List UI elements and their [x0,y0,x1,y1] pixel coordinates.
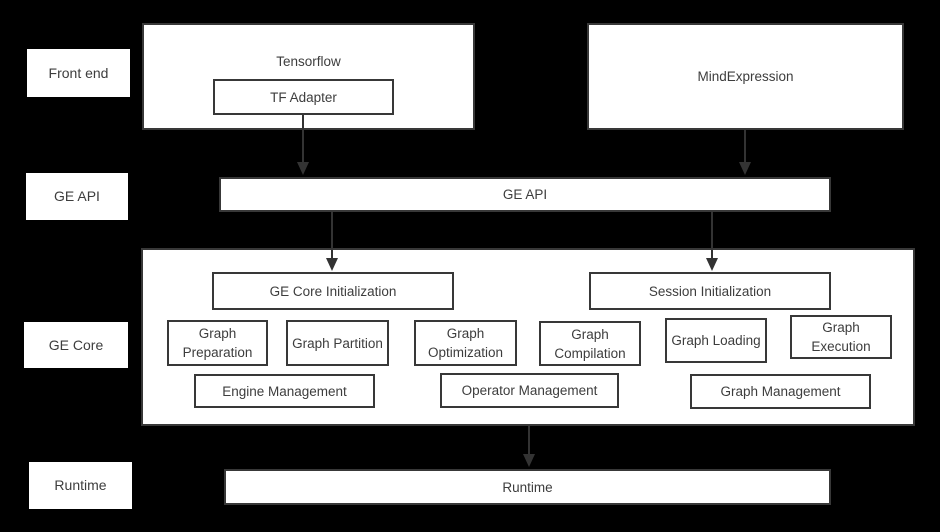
tf-adapter-box: TF Adapter [213,79,394,115]
arrow-head-icon [523,454,535,467]
graph-preparation-box: Graph Preparation [167,320,268,366]
arrow-shaft [711,212,713,258]
arrow-ge-core-to-runtime [523,426,535,467]
ge-core-initialization-box: GE Core Initialization [212,272,454,310]
graph-execution-box: Graph Execution [790,315,892,359]
ge-api-bar: GE API [219,177,831,212]
arrow-head-icon [706,258,718,271]
tensorflow-box: Tensorflow [142,23,475,130]
arrow-head-icon [326,258,338,271]
row-label-front-end: Front end [27,49,130,97]
operator-management-box: Operator Management [440,373,619,408]
arrow-mindexpression-to-ge-api [739,130,751,175]
arrow-head-icon [739,162,751,175]
graph-partition-box: Graph Partition [286,320,389,366]
engine-management-box: Engine Management [194,374,375,408]
arrow-shaft [331,212,333,258]
graph-optimization-box: Graph Optimization [414,320,517,366]
row-label-ge-api: GE API [26,173,128,220]
mindexpression-box: MindExpression [587,23,904,130]
arrow-head-icon [297,162,309,175]
graph-compilation-box: Graph Compilation [539,321,641,366]
arrow-ge-api-to-ge-core-initialization [326,212,338,271]
row-label-ge-core: GE Core [24,322,128,368]
graph-management-box: Graph Management [690,374,871,409]
arrow-shaft [302,115,304,162]
arrow-tf-adapter-to-ge-api [297,115,309,175]
graph-loading-box: Graph Loading [665,318,767,363]
row-label-runtime: Runtime [29,462,132,509]
arrow-ge-api-to-session-initialization [706,212,718,271]
arrow-shaft [528,426,530,454]
runtime-bar: Runtime [224,469,831,505]
arrow-shaft [744,130,746,162]
session-initialization-box: Session Initialization [589,272,831,310]
